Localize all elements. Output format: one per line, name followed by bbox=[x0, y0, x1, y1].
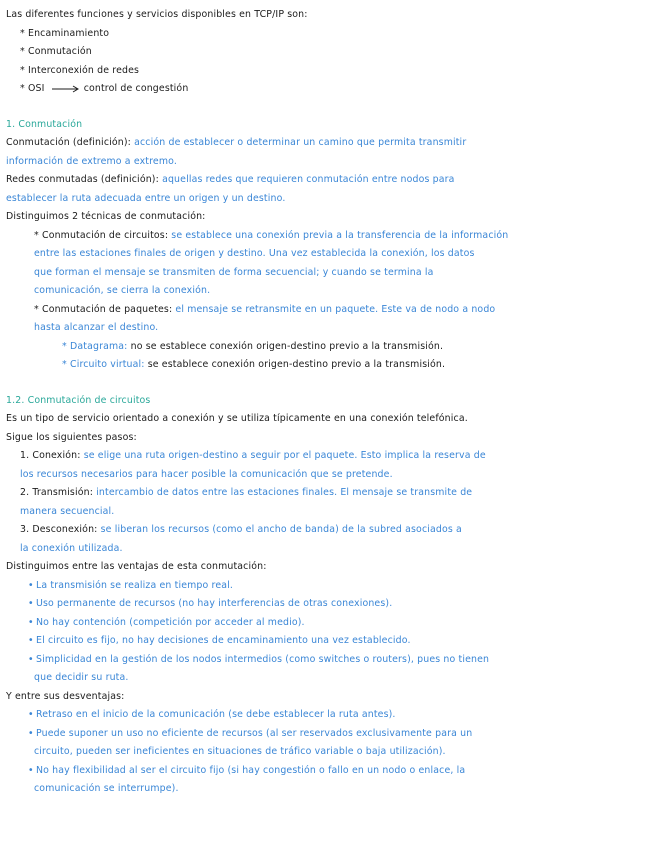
intro-title: Las diferentes funciones y servicios disponibles en TCP/IP son: bbox=[6, 9, 308, 20]
disadvantages-intro: Y entre sus desventajas: bbox=[6, 690, 125, 702]
intro-item-4: * OSI control de congestión bbox=[20, 83, 189, 94]
step-1-cont: los recursos necesarios para hacer posible la comunicación que se pretende. bbox=[20, 468, 393, 480]
step-3-cont: la conexión utilizada. bbox=[20, 542, 123, 554]
advantages-intro: Distinguimos entre las ventajas de esta conmutación: bbox=[6, 561, 267, 572]
s2-intro: Es un tipo de servicio orientado a conexión y se utiliza típicamente en una conexión telefónica. bbox=[6, 413, 468, 424]
step-2: 2. Transmisión: intercambio de datos entre las estaciones finales. El mensaje se transmite de bbox=[20, 487, 473, 498]
intro-item-3: * Interconexión de redes bbox=[20, 64, 140, 76]
advantage-4: • El circuito es fijo, no hay decisiones de encaminamiento una vez establecido. bbox=[28, 635, 411, 646]
packet-switching: * Conmutación de paquetes: el mensaje se retransmite en un paquete. Este va de nodo a nodo bbox=[34, 303, 496, 315]
advantage-1: • La transmisión se realiza en tiempo real. bbox=[28, 579, 234, 591]
datagram: * Datagrama: no se establece conexión origen-destino previo a la transmisión. bbox=[62, 340, 444, 352]
advantage-3: • No hay contención (competición por acceder al medio). bbox=[28, 616, 305, 628]
advantage-5: • Simplicidad en la gestión de los nodos intermedios (como switches o routers), pues no tienen bbox=[28, 653, 490, 665]
circuit-switching-cont-3: comunicación, se cierra la conexión. bbox=[34, 285, 211, 296]
step-2-cont: manera secuencial. bbox=[20, 505, 115, 517]
arrow-right-icon bbox=[51, 85, 81, 93]
intro-item-1: * Encaminamiento bbox=[20, 27, 110, 39]
disadvantage-2-cont: circuito, pueden ser ineficientes en situaciones de tráfico variable o baja utilización). bbox=[34, 746, 446, 757]
advantage-2: • Uso permanente de recursos (no hay interferencias de otras conexiones). bbox=[28, 598, 393, 609]
section-2-heading: 1.2. Conmutación de circuitos bbox=[6, 394, 151, 406]
def-conmutacion: Conmutación (definición): acción de establecer o determinar un camino que permita transmitir bbox=[6, 137, 467, 148]
advantage-5-cont: que decidir su ruta. bbox=[34, 672, 129, 683]
step-1: 1. Conexión: se elige una ruta origen-destino a seguir por el paquete. Esto implica la reserva de bbox=[20, 450, 486, 461]
section-1-heading: 1. Conmutación bbox=[6, 118, 83, 130]
packet-switching-cont: hasta alcanzar el destino. bbox=[34, 322, 159, 333]
techniques-intro: Distinguimos 2 técnicas de conmutación: bbox=[6, 211, 206, 222]
def-redes-conmutadas: Redes conmutadas (definición): aquellas redes que requieren conmutación entre nodos para bbox=[6, 174, 455, 185]
disadvantage-3: • No hay flexibilidad al ser el circuito fijo (si hay congestión o fallo en un nodo o enlace, la bbox=[28, 764, 466, 776]
circuit-switching: * Conmutación de circuitos: se establece una conexión previa a la transferencia de la información bbox=[34, 229, 509, 241]
circuit-switching-cont-2: que forman el mensaje se transmiten de forma secuencial; y cuando se termina la bbox=[34, 266, 434, 278]
virtual-circuit: * Circuito virtual: se establece conexión origen-destino previo a la transmisión. bbox=[62, 359, 446, 370]
disadvantage-2: • Puede suponer un uso no eficiente de recursos (al ser reservados exclusivamente para un bbox=[28, 727, 473, 739]
disadvantage-3-cont: comunicación se interrumpe). bbox=[34, 783, 179, 794]
circuit-switching-cont-1: entre las estaciones finales de origen y destino. Una vez establecida la conexión, los datos bbox=[34, 248, 475, 259]
def-redes-conmutadas-cont: establecer la ruta adecuada entre un origen y un destino. bbox=[6, 192, 286, 204]
step-3: 3. Desconexión: se liberan los recursos (como el ancho de banda) de la subred asociados a bbox=[20, 524, 462, 535]
s2-steps-intro: Sigue los siguientes pasos: bbox=[6, 431, 137, 443]
disadvantage-1: • Retraso en el inicio de la comunicación (se debe establecer la ruta antes). bbox=[28, 709, 396, 720]
intro-item-2: * Conmutación bbox=[20, 46, 92, 57]
def-conmutacion-cont: información de extremo a extremo. bbox=[6, 155, 177, 167]
